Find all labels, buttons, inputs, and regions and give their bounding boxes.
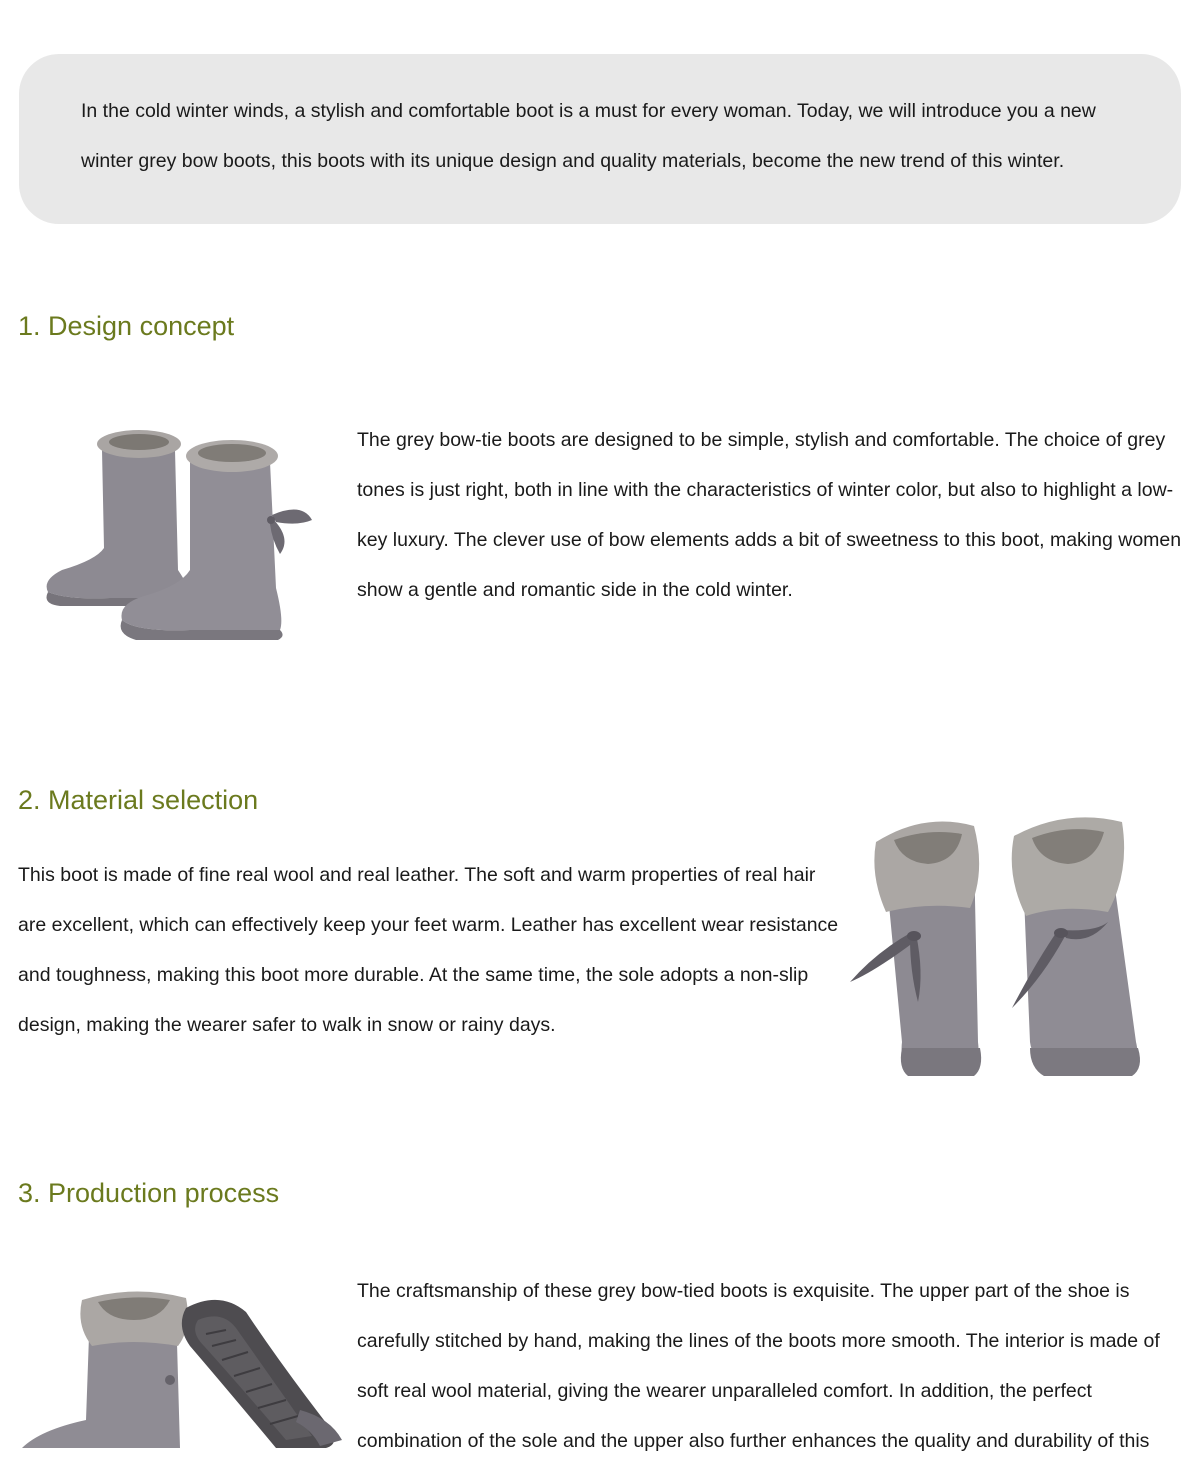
section-heading-production-process: 3. Production process [18,1178,280,1208]
section-heading-design-concept: 1. Design concept [18,311,235,341]
section-heading-material-selection: 2. Material selection [18,785,259,815]
boot-with-sole-photo [0,1290,345,1448]
section-text-material-selection: This boot is made of fine real wool and real leather. The soft and warm properties of real hair are excellent, which can effectively keep your feet warm. Leather has excellent wear resistance and toughness, making this boot more durable. At the same time, the sole adopts a non-slip design, making the wearer safer to walk in snow or rainy days. [18,864,839,1036]
intro-text: In the cold winter winds, a stylish and comfortable boot is a must for every woman. Today, we will introduce you a new winter grey bow boots, this boots with its unique design and quality materials, become the new trend of this winter. [81,100,1096,172]
intro-callout [19,54,1181,224]
section-text-design-concept: The grey bow-tie boots are designed to be simple, stylish and comfortable. The choice of grey tones is just right, both in line with the characteristics of winter color, but also to highlight a low-key luxury. The clever use of bow elements adds a bit of sweetness to this boot, making women show a gentle and romantic side in the cold winter. [357,429,1182,601]
boots-back-bow-photo [846,812,1146,1084]
section-text-production-process: The craftsmanship of these grey bow-tied boots is exquisite. The upper part of the shoe is carefully stitched by hand, making the lines of the boots more smooth. The interior is made of soft real wool material, giving the wearer unparalleled comfort. In addition, the perfect combination of the sole and the upper also further enhances the quality and durability of this [357,1280,1160,1452]
boots-side-view-photo [40,420,330,650]
